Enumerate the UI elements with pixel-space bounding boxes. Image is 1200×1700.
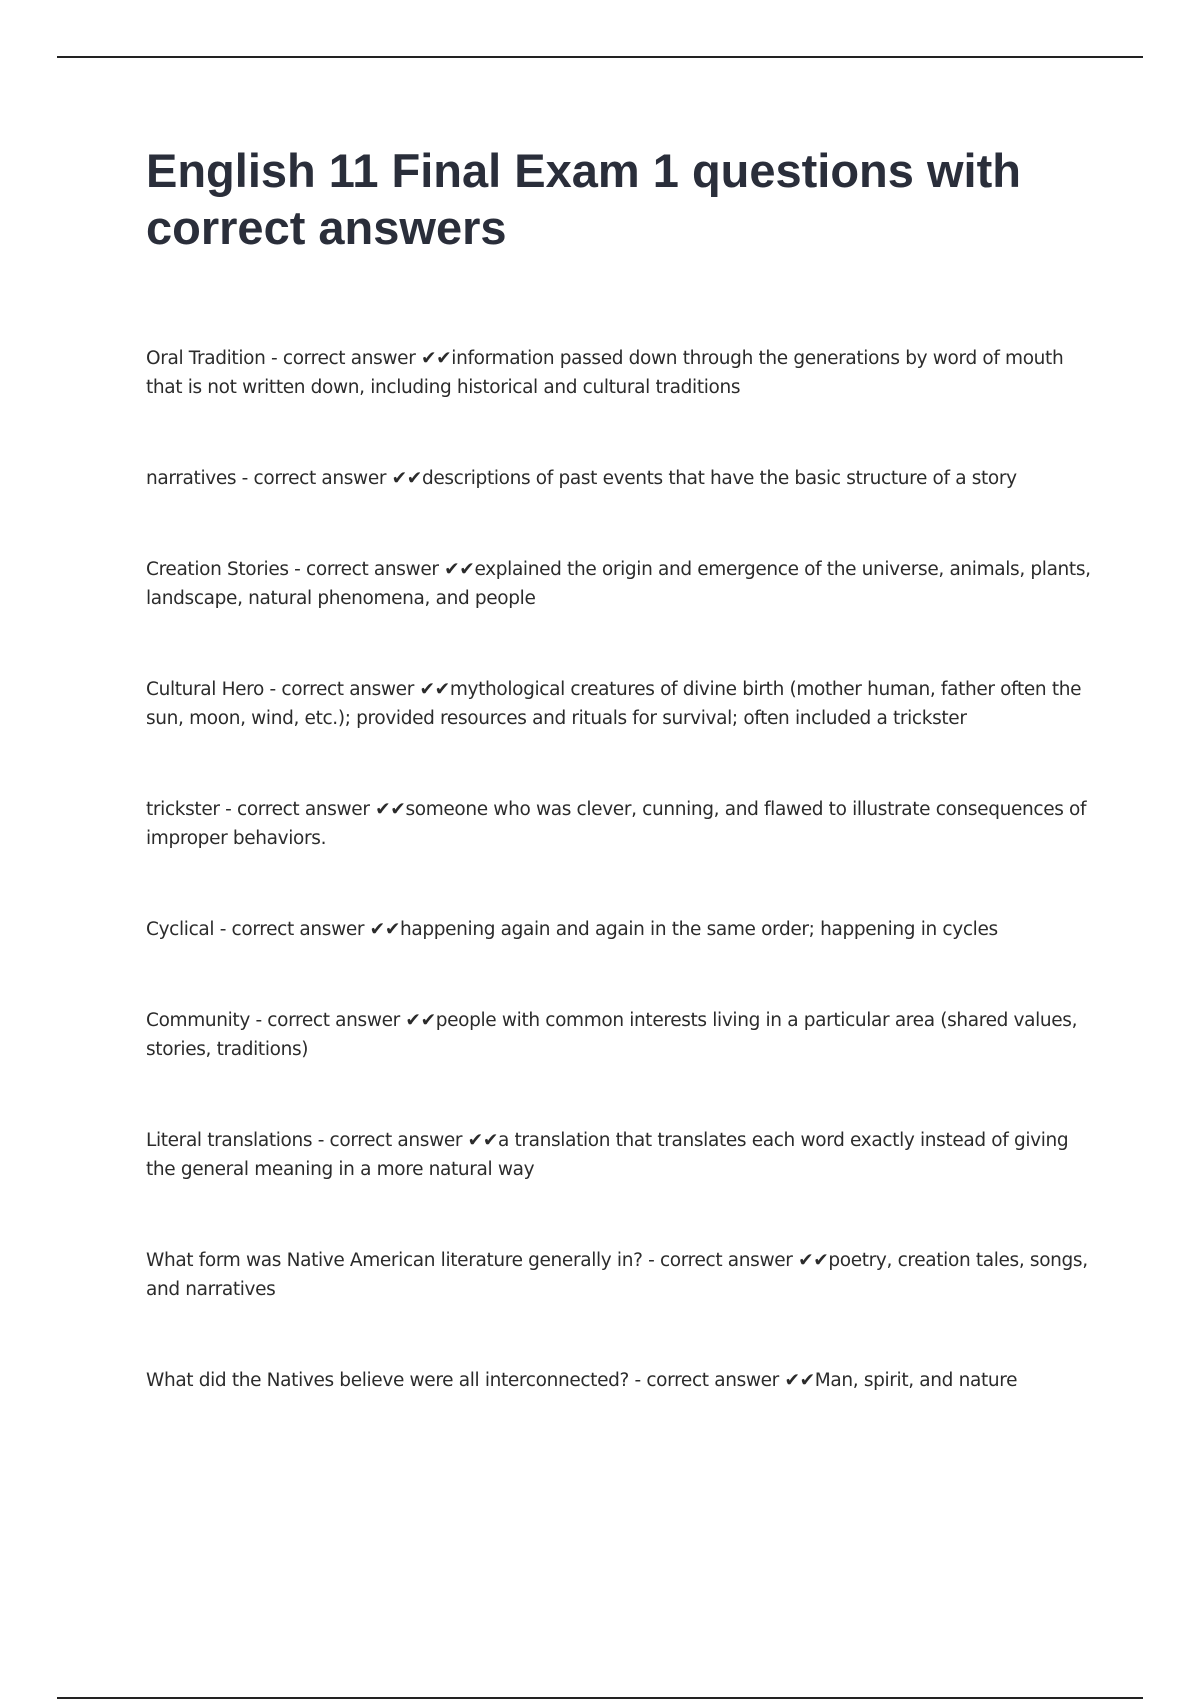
qa-item-cyclical [146, 915, 1096, 944]
double-check-icon: ✔✔ [467, 1130, 498, 1151]
double-check-icon: ✔✔ [391, 468, 422, 489]
double-check-icon: ✔✔ [784, 1370, 815, 1391]
qa-term: What did the Natives believe were all interconnected? [146, 1370, 629, 1391]
qa-answer: poetry, creation tales, songs, and narratives [146, 1250, 1088, 1300]
qa-term: trickster [146, 799, 220, 820]
qa-term: narratives [146, 468, 237, 489]
qa-item-community [146, 1006, 1096, 1064]
qa-separator: - correct answer [214, 919, 370, 940]
double-check-icon: ✔✔ [444, 559, 475, 580]
qa-item-cultural-hero [146, 675, 1096, 733]
qa-item-creation-stories [146, 555, 1096, 613]
double-check-icon: ✔✔ [419, 679, 450, 700]
qa-term: Creation Stories [146, 559, 289, 580]
qa-separator: - correct answer [312, 1130, 468, 1151]
qa-answer: explained the origin and emergence of the universe, animals, plants, landscape, natural phenomena, and people [146, 559, 1091, 609]
qa-item-narratives [146, 464, 1096, 493]
qa-term: Community [146, 1010, 250, 1031]
qa-separator: - correct answer [264, 679, 420, 700]
document-title: English 11 Final Exam 1 questions with correct answers [146, 144, 1021, 254]
qa-item-native-american-literature-form [146, 1246, 1096, 1304]
qa-term: Cyclical [146, 919, 215, 940]
double-check-icon: ✔✔ [798, 1250, 829, 1271]
qa-term: Oral Tradition [146, 348, 266, 369]
bottom-divider [57, 1697, 1143, 1699]
qa-term: Literal translations [146, 1130, 313, 1151]
qa-separator: - correct answer [288, 559, 445, 580]
qa-separator: - correct answer [236, 468, 392, 489]
qa-answer: a translation that translates each word exactly instead of giving the general meaning in a more natural way [146, 1130, 1069, 1180]
qa-item-interconnected [146, 1366, 1096, 1395]
qa-separator: - correct answer [249, 1010, 406, 1031]
qa-separator: - correct answer [219, 799, 376, 820]
double-check-icon: ✔✔ [405, 1010, 436, 1031]
qa-term: What form was Native American literature generally in? [146, 1250, 643, 1271]
double-check-icon: ✔✔ [375, 799, 406, 820]
qa-answer: Man, spirit, and nature [814, 1370, 1018, 1391]
qa-separator: - correct answer [642, 1250, 799, 1271]
qa-answer: mythological creatures of divine birth (mother human, father often the sun, moon, wind, etc.); provided resources and rituals for survival; often included a trickster [146, 679, 1082, 729]
qa-item-literal-translations [146, 1126, 1096, 1184]
qa-answer: someone who was clever, cunning, and flawed to illustrate consequences of improper behaviors. [146, 799, 1087, 849]
qa-separator: - correct answer [265, 348, 421, 369]
qa-term: Cultural Hero [146, 679, 264, 700]
qa-list [146, 344, 1096, 1457]
qa-separator: - correct answer [628, 1370, 785, 1391]
qa-item-oral-tradition [146, 344, 1096, 402]
qa-answer: descriptions of past events that have the basic structure of a story [421, 468, 1017, 489]
top-divider [57, 56, 1143, 58]
qa-answer: happening again and again in the same order; happening in cycles [399, 919, 998, 940]
qa-answer: people with common interests living in a particular area (shared values, stories, traditions) [146, 1010, 1078, 1060]
double-check-icon: ✔✔ [369, 919, 400, 940]
qa-answer: information passed down through the generations by word of mouth that is not written down, including historical and cultural traditions [146, 348, 1064, 398]
qa-item-trickster [146, 795, 1096, 853]
double-check-icon: ✔✔ [420, 348, 452, 369]
